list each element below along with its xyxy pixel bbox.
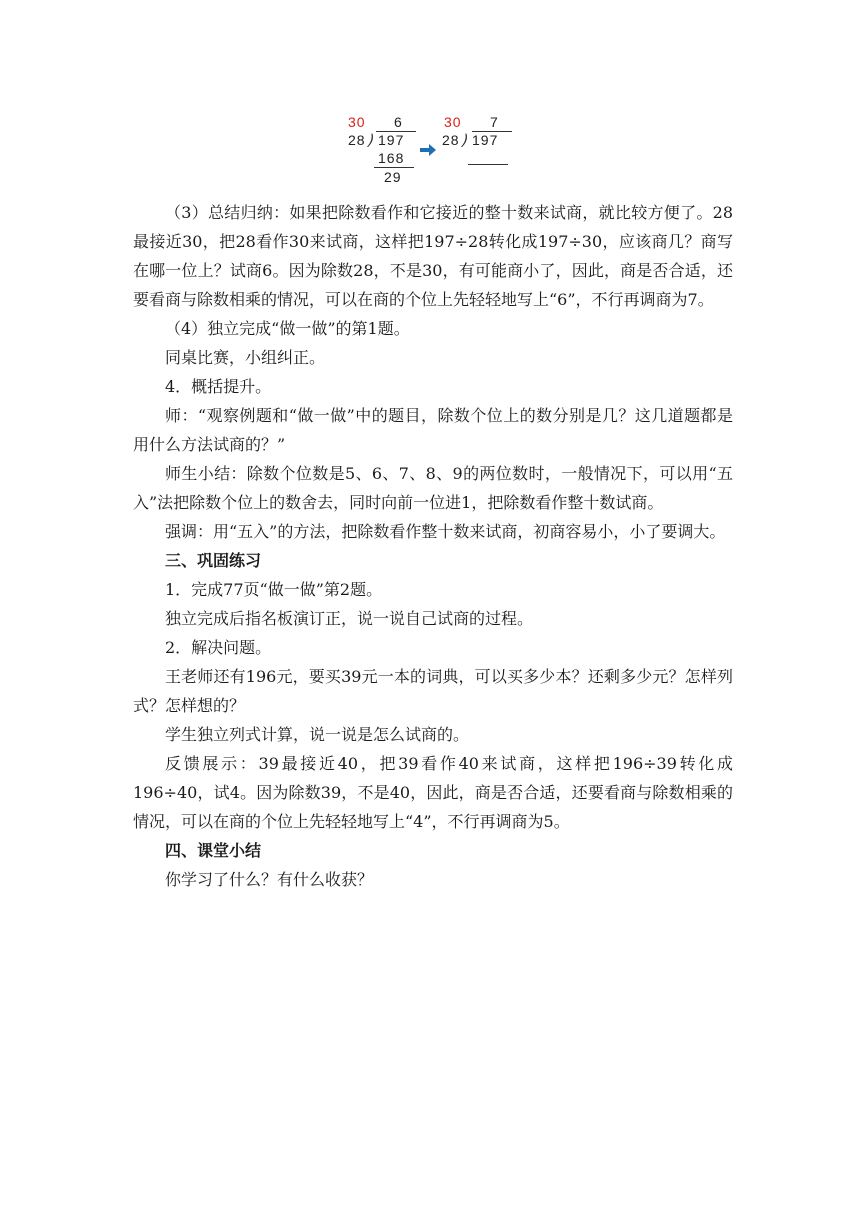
right-blank-line [468,164,508,165]
left-trial-quotient: 30 [348,114,366,130]
right-quotient: 7 [490,114,499,130]
paragraph-exercise-1: （4）独立完成“做一做”的第1题。 [165,319,410,338]
right-division-bracket: ) [459,131,472,149]
paragraph-emphasis: 强调：用“五入”的方法，把除数看作整十数来试商，初商容易小，小了要调大。 [165,522,726,541]
paragraph-desk-competition: 同桌比赛，小组纠正。 [165,348,326,367]
right-trial-quotient: 30 [444,114,462,130]
paragraph-generalize: 4．概括提升。 [165,377,272,396]
paragraph-practice-2: 2．解决问题。 [165,638,272,657]
paragraph-reflection: 你学习了什么？有什么收获？ [165,870,374,889]
paragraph-summary: （3）总结归纳：如果把除数看作和它接近的整十数来试商，就比较方便了。28最接近30，把28看作30来试商，这样把197÷28转化成197÷30，应该商几？商写在哪一位上？试商6。因为除数28，不是30，有可能商小了，因此，商是否合适，还要看商与除数相乘的情况，可以在商的个位上先轻轻地写上“6”，不行再调商为7。 [133,203,733,309]
paragraph-teacher-question: 师：“观察例题和“做一做”中的题目，除数个位上的数分别是几？这几道题都是用什么方法试商的？” [133,406,733,454]
left-division-bracket: ) [365,131,378,149]
paragraph-practice-1: 1．完成77页“做一做”第2题。 [165,580,383,599]
left-divisor: 28 [348,132,366,148]
left-dividend: 197 [378,132,405,148]
left-subtraction-line [374,167,414,168]
left-remainder: 29 [384,169,402,185]
paragraph-feedback: 反馈展示：39最接近40，把39看作40来试商，这样把196÷39转化成196÷40，试4。因为除数39，不是40，因此，商是否合适，还要看商与除数相乘的情况，可以在商的个位上先轻轻地写上“4”，不行再调商为5。 [133,754,733,831]
section-heading-practice: 三、巩固练习 [165,551,262,570]
right-divisor: 28 [442,132,460,148]
lesson-text [133,198,733,894]
section-heading-summary: 四、课堂小结 [165,841,262,860]
long-division-figure [340,110,520,190]
left-product: 168 [378,150,405,166]
paragraph-word-problem: 王老师还有196元，要买39元一本的词典，可以买多少本？还剩多少元？怎样列式？怎样想的？ [133,667,733,715]
paragraph-class-summary: 师生小结：除数个位数是5、6、7、8、9的两位数时，一般情况下，可以用“五入”法把除数个位上的数舍去，同时向前一位进1，把除数看作整十数试商。 [133,464,733,512]
right-arrow-icon [420,144,436,156]
paragraph-board-correction: 独立完成后指名板演订正，说一说自己试商的过程。 [165,609,534,628]
right-dividend: 197 [472,132,499,148]
paragraph-student-work: 学生独立列式计算，说一说是怎么试商的。 [165,725,470,744]
left-quotient: 6 [394,114,403,130]
